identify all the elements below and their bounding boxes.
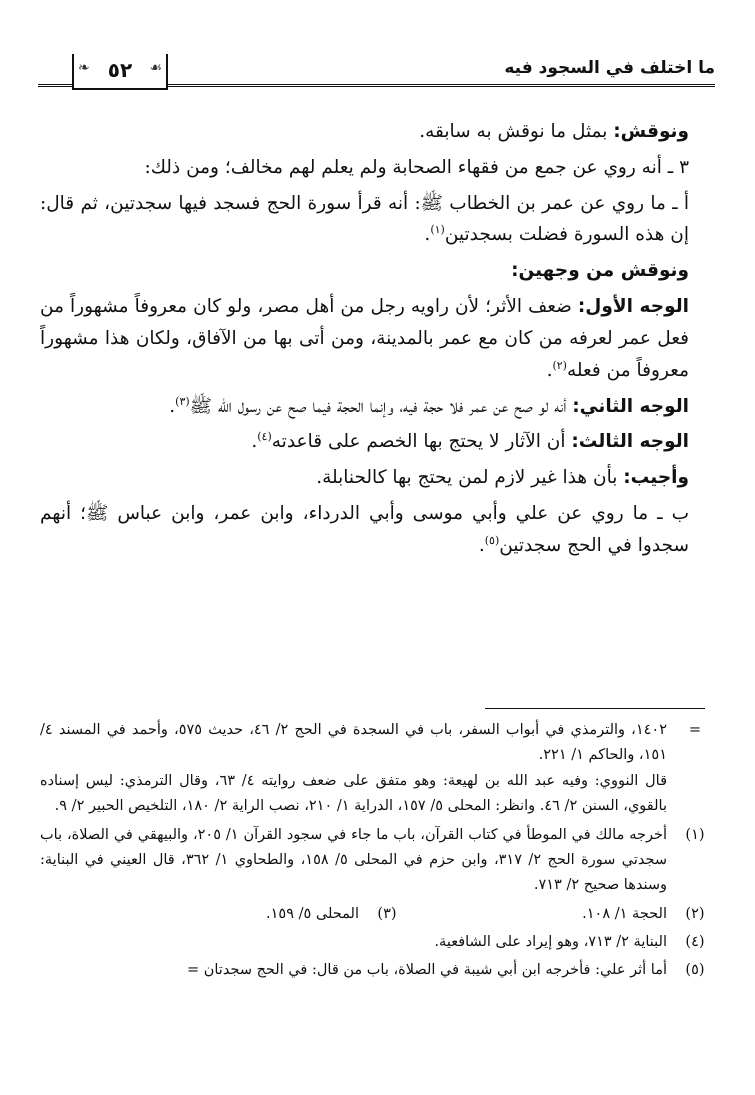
label-aspect-3: الوجه الثالث: [571, 431, 689, 453]
footnote-ref-2: (٢) [552, 358, 567, 372]
paragraph-4 [40, 255, 715, 287]
page-number-box [72, 54, 168, 90]
text-8: بأن هذا غير لازم لمن يحتج بها كالحنابلة. [316, 467, 624, 489]
ornament-right-icon: ☙ [149, 60, 162, 76]
text-2: ٣ ـ أنه روي عن جمع من فقهاء الصحابة ولم يعلم لهم مخالف؛ ومن ذلك: [144, 156, 689, 178]
footnote-5-text: أما أثر علي: فأخرجه ابن أبي شيبة في الصلاة، باب من قال: في الحج سجدتان = [186, 962, 667, 979]
paragraph-6: الوجه الثاني: أنه لو صح عن عمر فلا حجة فيه، وإنما الحجة فيما صح عن رسول الله ﷺ$^{(٣)}$. [169, 394, 689, 417]
footnote-4-number: (٤) [685, 934, 705, 950]
paragraph-1 [40, 116, 715, 148]
footnote-5-number: (٥) [685, 962, 705, 979]
label-reply: وأجيب: [623, 467, 689, 489]
paragraph-2 [40, 152, 715, 184]
text-9: ب ـ ما روي عن علي وأبي موسى وأبي الدرداء، وابن عمر، وابن عباس ﷺ؛ أنهم سجدوا في الحج سجدتين [40, 502, 689, 556]
footnotes [40, 718, 715, 987]
paragraph-3: أ ـ ما روي عن عمر بن الخطاب ﷺ: أنه قرأ سورة الحج فسجد فيها سجدتين، ثم قال: إن هذه السورة فضلت بسجدتين$^{(١)}$. [40, 192, 689, 246]
page-number: ٥٢ [107, 58, 133, 82]
label-nuqish: ونوقش: [613, 121, 689, 142]
footnote-3-number: (٣) [377, 905, 397, 922]
footnote-3-text: المحلى ٥/ ١٥٩. [266, 905, 359, 922]
paragraph-9: ب ـ ما روي عن علي وأبي موسى وأبي الدرداء، وابن عمر، وابن عباس ﷺ؛ أنهم سجدوا في الحج سجدتين$^{(٥)}$. [40, 502, 689, 556]
text-5: ضعف الأثر؛ لأن راويه رجل من أهل مصر، ولو كان معروفاً مشهوراً من فعل عمر لعرفه من كان مع عمر بالمدينة، ومن أتى بها من الآفاق، ولكان هذا مشهوراً معروفاً من فعله [40, 296, 689, 381]
label-two-aspects: ونوقش من وجهين: [511, 260, 689, 282]
main-text [40, 116, 715, 566]
footnote-ref-5: (٥) [484, 533, 500, 547]
text-6: أنه لو صح عن عمر فلا حجة فيه، وإنما الحجة فيما صح عن رسول الله ﷺ [189, 395, 573, 417]
footnote-row-2-3 [40, 902, 715, 930]
text-3: أ ـ ما روي عن عمر بن الخطاب ﷺ: أنه قرأ سورة الحج فسجد فيها سجدتين، ثم قال: إن هذه السورة فضلت بسجدتين [40, 192, 689, 246]
footnote-1-text: أخرجه مالك في الموطأ في كتاب القرآن، باب ما جاء في سجود القرآن ١/ ٢٠٥، والبيهقي في الصلاة، باب سجدتي سورة الحج ٢/ ٣١٧، وابن حزم في المحلى ٥/ ١٥٨، والطحاوي ١/ ٣٦٢، قال العيني في البناية: وسندها صحيح ٢/ ٧١٣. [40, 826, 667, 894]
label-aspect-2: الوجه الثاني: [572, 395, 689, 417]
footnote-2 [407, 902, 715, 927]
footnote-separator [485, 708, 705, 709]
paragraph-8 [40, 462, 715, 494]
footnote-continued-text-2: قال النووي: وفيه عبد الله بن لهيعة: وهو متفق على ضعف روايته ٤/ ٦٣، وقال الترمذي: ليس إسناده بالقوي، السنن ٢/ ٤٦. وانظر: المحلى ٥/ ١٥٧، الدراية ١/ ٢١٠، نصب الراية ٢/ ١٨٠، التلخيص الحبير ٢/ ٩. [40, 772, 667, 815]
continuation-mark: = [688, 722, 702, 738]
page-header [38, 54, 715, 98]
ornament-left-icon: ❧ [78, 60, 90, 76]
footnote-1 [40, 823, 715, 899]
footnote-ref-3: (٣) [175, 394, 190, 408]
footnote-1-number: (١) [685, 826, 705, 843]
footnote-2-number: (٢) [685, 905, 705, 922]
footnote-2-text: الحجة ١/ ١٠٨. [582, 905, 667, 922]
footnote-ref-4: (٤) [257, 430, 272, 444]
footnote-5 [40, 958, 715, 983]
footnote-continued-text: ١٤٠٢، والترمذي في أبواب السفر، باب في السجدة في الحج ٢/ ٤٦، حديث ٥٧٥، وأحمد في المسند ٤/ ١٥١، والحاكم ١/ ٢٢١. [40, 722, 668, 764]
text-7: أن الآثار لا يحتج بها الخصم على قاعدته [271, 431, 572, 453]
footnote-4-text: البناية ٢/ ٧١٣، وهو إيراد على الشافعية. [434, 934, 667, 950]
running-title: ما اختلف في السجود فيه [504, 58, 715, 78]
footnote-ref-1: (١) [430, 223, 445, 237]
text-1: بمثل ما نوقش به سابقه. [419, 121, 614, 142]
footnote-4 [40, 930, 715, 955]
footnote-3 [99, 902, 407, 927]
footnote-continued [40, 718, 715, 820]
paragraph-5: الوجه الأول: ضعف الأثر؛ لأن راويه رجل من أهل مصر، ولو كان معروفاً مشهوراً من فعل عمر لعرفه من كان مع عمر بالمدينة، ومن أتى بها من الآفاق، ولكان هذا مشهوراً معروفاً من فعله$^{(٢)}$. [40, 296, 689, 381]
paragraph-7: الوجه الثالث: أن الآثار لا يحتج بها الخصم على قاعدته$^{(٤)}$. [251, 430, 689, 453]
label-aspect-1: الوجه الأول: [577, 296, 689, 318]
